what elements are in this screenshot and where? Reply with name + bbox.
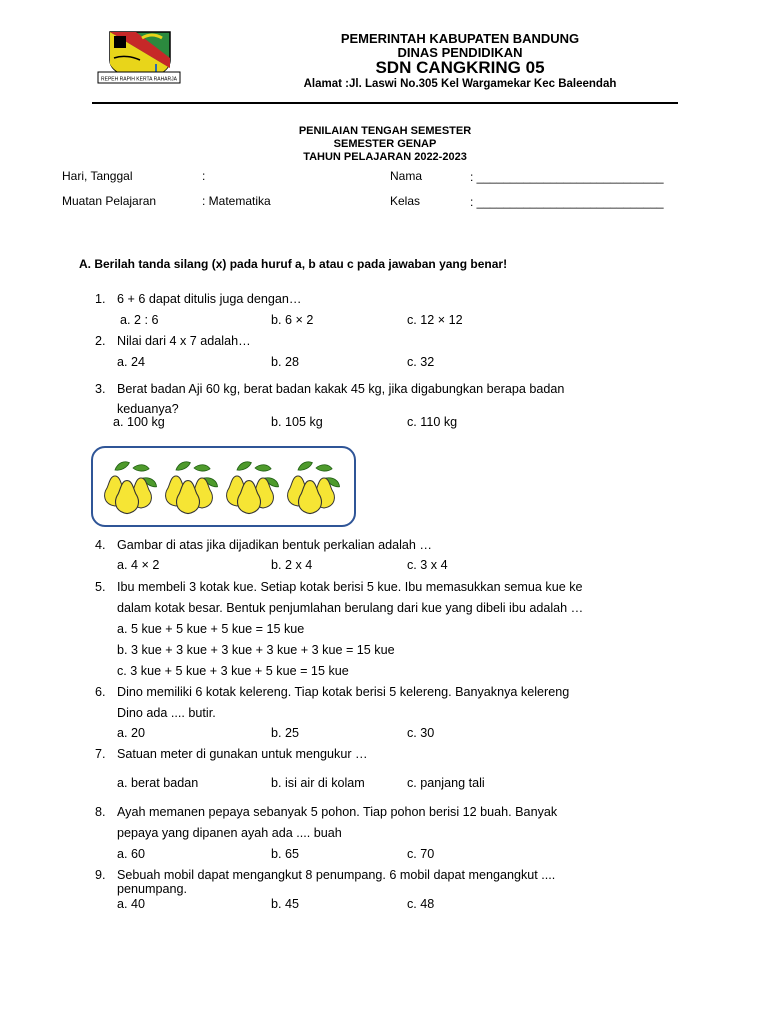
option-a: a. 60 bbox=[117, 847, 146, 861]
option-b: b. isi air di kolam bbox=[271, 776, 365, 790]
class-label: Kelas bbox=[390, 194, 421, 208]
exam-title: PENILAIAN TENGAH SEMESTER bbox=[298, 125, 472, 137]
option-a: a. 4 × 2 bbox=[117, 558, 160, 572]
header-department: DINAS PENDIDIKAN bbox=[397, 45, 523, 60]
section-a-instruction: A. Berilah tanda silang (x) pada huruf a, b atau c pada jawaban yang benar! bbox=[79, 257, 508, 271]
question-text-line2: pepaya yang dipanen ayah ada .... buah bbox=[117, 826, 342, 840]
option-c: c. 70 bbox=[407, 847, 435, 861]
question-number: 9. bbox=[95, 868, 106, 882]
option-c: c. 3 kue + 5 kue + 3 kue + 5 kue = 15 kue bbox=[117, 664, 349, 678]
subject-value: : Matematika bbox=[202, 194, 271, 208]
option-a: a. 5 kue + 5 kue + 5 kue = 15 kue bbox=[117, 622, 305, 636]
option-b: b. 105 kg bbox=[271, 415, 323, 429]
question-text: Gambar di atas jika dijadikan bentuk perkalian adalah … bbox=[117, 538, 433, 552]
question-text-line2: Dino ada .... butir. bbox=[117, 706, 216, 720]
option-c: c. 30 bbox=[407, 726, 435, 740]
option-c: c. 48 bbox=[407, 897, 435, 911]
school-district-logo bbox=[96, 28, 182, 86]
option-b: b. 28 bbox=[271, 355, 300, 369]
header-divider bbox=[92, 102, 678, 104]
question-number: 3. bbox=[95, 382, 106, 396]
name-label: Nama bbox=[390, 169, 423, 183]
question-text: Satuan meter di gunakan untuk mengukur … bbox=[117, 747, 368, 761]
option-a: a. 24 bbox=[117, 355, 146, 369]
name-field: : ____________________________ bbox=[470, 170, 664, 184]
option-c: c. 12 × 12 bbox=[407, 313, 463, 327]
question-text-line1: Ibu membeli 3 kotak kue. Setiap kotak berisi 5 kue. Ibu memasukkan semua kue ke bbox=[117, 580, 583, 594]
day-label: Hari, Tanggal bbox=[62, 169, 133, 183]
option-c: c. panjang tali bbox=[407, 776, 485, 790]
header-government: PEMERINTAH KABUPATEN BANDUNG bbox=[340, 31, 580, 46]
question-number: 7. bbox=[95, 747, 106, 761]
question-text: 6 + 6 dapat ditulis juga dengan… bbox=[117, 292, 302, 306]
question-text-line2: dalam kotak besar. Bentuk penjumlahan berulang dari kue yang dibeli ibu adalah … bbox=[117, 601, 584, 615]
pear-groups-illustration bbox=[93, 448, 354, 525]
question-text-line1: Berat badan Aji 60 kg, berat badan kakak 45 kg, jika digabungkan berapa badan bbox=[117, 382, 565, 396]
school-address: Alamat :Jl. Laswi No.305 Kel Wargamekar Kec Baleendah bbox=[303, 78, 617, 90]
option-b: b. 6 × 2 bbox=[271, 313, 314, 327]
question-text-line1: Dino memiliki 6 kotak kelereng. Tiap kotak berisi 5 kelereng. Banyaknya kelereng bbox=[117, 685, 570, 699]
option-a: a. 20 bbox=[117, 726, 146, 740]
option-c: c. 110 kg bbox=[407, 415, 458, 429]
question-text: Nilai dari 4 x 7 adalah… bbox=[117, 334, 251, 348]
option-b: b. 25 bbox=[271, 726, 300, 740]
logo-motto: REPEH RAPIH KERTA RAHARJA bbox=[101, 76, 177, 83]
option-c: c. 3 x 4 bbox=[407, 558, 448, 572]
school-name: SDN CANGKRING 05 bbox=[375, 58, 545, 77]
fruit-groups-picture bbox=[91, 446, 356, 527]
question-number: 5. bbox=[95, 580, 106, 594]
exam-year: TAHUN PELAJARAN 2022-2023 bbox=[303, 151, 467, 163]
option-b: b. 3 kue + 3 kue + 3 kue + 3 kue + 3 kue = 15 kue bbox=[117, 643, 395, 657]
day-value: : bbox=[202, 169, 206, 183]
question-text-line2: keduanya? bbox=[117, 402, 179, 416]
option-b: b. 65 bbox=[271, 847, 300, 861]
question-text-line1: Ayah memanen pepaya sebanyak 5 pohon. Tiap pohon berisi 12 buah. Banyak bbox=[117, 805, 558, 819]
question-number: 8. bbox=[95, 805, 106, 819]
exam-semester: SEMESTER GENAP bbox=[333, 138, 437, 150]
option-c: c. 32 bbox=[407, 355, 435, 369]
option-a: a. 40 bbox=[117, 897, 146, 911]
option-b: b. 45 bbox=[271, 897, 300, 911]
question-text-line2: penumpang. bbox=[117, 882, 188, 896]
question-number: 6. bbox=[95, 685, 106, 699]
question-number: 4. bbox=[95, 538, 106, 552]
class-field: : ____________________________ bbox=[470, 195, 664, 209]
option-b: b. 2 x 4 bbox=[271, 558, 313, 572]
question-text-line1: Sebuah mobil dapat mengangkut 8 penumpang. 6 mobil dapat mengangkut .... bbox=[117, 868, 556, 882]
option-a: a. berat badan bbox=[117, 776, 199, 790]
option-a: a. 2 : 6 bbox=[120, 313, 159, 327]
question-number: 2. bbox=[95, 334, 106, 348]
question-number: 1. bbox=[95, 292, 106, 306]
option-a: a. 100 kg bbox=[113, 415, 165, 429]
subject-label: Muatan Pelajaran bbox=[62, 194, 157, 208]
